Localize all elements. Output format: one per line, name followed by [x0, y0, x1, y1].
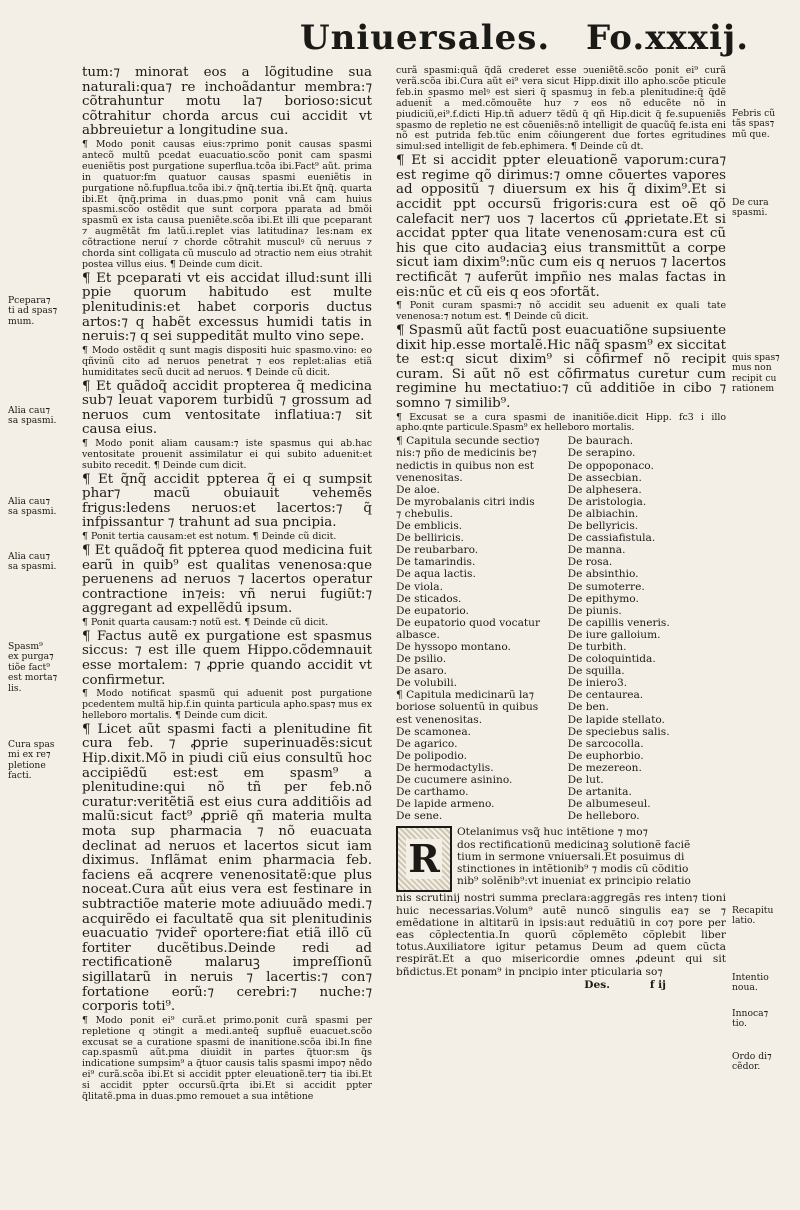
chapter-list-item: De serapino. [567, 447, 636, 460]
margin-note: Intentio noua. [732, 972, 769, 994]
initial-lines [457, 826, 691, 887]
chapter-list-item: De baurach. [567, 435, 634, 448]
initial-line: tium in sermone vniuersali.Et posuimus di [457, 850, 685, 863]
chapter-list-item: De epithymo. [567, 592, 639, 605]
initial-paragraph [396, 826, 726, 892]
chapter-list-item: De centaurea. [567, 689, 644, 702]
initial-line: stinctiones in intẽtionib⁹ ⁊ modis cũ cõditio [457, 862, 689, 875]
chapter-list-item: De lapide armeno. [396, 798, 495, 811]
chapter-list-item: De myrobalanis citri indis [396, 495, 535, 508]
margin-note: Innoca⁊ tio. [732, 1008, 769, 1030]
chapter-list-item: De manna. [567, 544, 626, 557]
initial-letter: R [408, 836, 440, 882]
chapter-list-item: De sumoterre. [567, 580, 645, 593]
chapter-list-item: De reubarbaro. [396, 544, 479, 557]
chapter-list-item: De cucumere asinino. [396, 774, 513, 786]
margin-note: quis spas⁊ mus non recipit cu rationem [732, 352, 780, 395]
chapter-list-item: De albumeseul. [567, 798, 651, 811]
chapter-list-item: venenositas. [396, 471, 463, 484]
margin-note: De cura spasmi. [732, 197, 769, 219]
left-paragraph: ¶ Modo ostẽdit q sunt magis dispositi huic spasmo.vino: eo qñvinũ cito ad neruos penetrat ⁊ eos replet:alias etiã humiditates secũ ducit ad neruos. ¶ Deinde cũ dicit. [82, 344, 372, 378]
right-column [396, 66, 726, 991]
left-paragraph: ¶ Et quãdoq̃ accidit propterea q̃ medicina sub⁊ leuat vaporem turbidũ ⁊ grossum ad neruos cum ventositate inflatiua:⁊ sit causa eius. [82, 378, 372, 438]
chapter-list-item: De sarcocolla. [567, 737, 644, 750]
initial-line: Otelanimus vsq̃ huc intẽtione ⁊ mo⁊ [457, 826, 648, 839]
right-column-text [396, 66, 726, 434]
chapter-list-item: De aloe. [396, 483, 440, 496]
running-title: Uniuersales. [300, 18, 551, 58]
chapter-list-item: De eupatorio. [396, 604, 469, 617]
chapter-list-item: est venenositas. [396, 713, 483, 726]
chapter-list-item: De artanita. [567, 786, 632, 799]
chapter-list-item: De oppoponaco. [567, 459, 654, 472]
chapter-list-item: De absinthio. [567, 568, 639, 581]
left-paragraph: ¶ Modo notificat spasmũ qui aduenit post purgatione pcedentem multã hip.f.in quinta particula apho.spas⁊ mus ex helleboro mortalis. ¶ Deinde cum dicit. [82, 688, 372, 721]
left-paragraph: ¶ Ponit quarta causam:⁊ notũ est. ¶ Deinde cũ dicit. [82, 616, 329, 628]
chapter-list-item: De polipodio. [396, 749, 467, 762]
closing-paragraph: nis scrutinij nostri summa preclara:aggregãs res inten⁊ tioni huic necessarias.Volum⁹ autẽ nuncõ singulis ea⁊ se ⁊ emẽdatione in altitarũ in ipsis:aut reduãtiũ in co⁊ pore per eas cõplectentia.In quorũ cõplemẽto cõplebit liber totus.Auxiliatore igitur petamus Deum ad quem cũcta respirãt.Et a quo misericordie omnes ꝓdeunt qui sit bñdictus.Et ponam⁹ in pncipio inter pticularia so⁊ [396, 892, 726, 978]
signature-mark: f ij [649, 978, 666, 991]
chapter-list-right [568, 435, 726, 822]
chapter-list-left [396, 435, 554, 822]
chapter-list-item: De sticados. [396, 592, 462, 605]
margin-note: Alia cau⁊ sa spasmi. [8, 496, 57, 518]
margin-note: Ordo di⁊ cẽdor. [732, 1051, 772, 1073]
chapter-list-item: De aristologia. [567, 495, 647, 508]
left-paragraph: ¶ Modo ponit aliam causam:⁊ iste spasmus qui ab.hac ventositate prouenit assimilatur ei qui subito aduenit:et subito recedit. ¶ Deinde cum dicit. [82, 437, 372, 471]
chapter-list-item: De iure galloium. [567, 628, 661, 641]
chapter-list-item: De volubili. [396, 677, 458, 690]
chapter-list-item: De cassiafistula. [567, 532, 656, 545]
chapter-list-item: De scamonea. [396, 725, 472, 738]
chapter-list-item: De sene. [396, 810, 443, 823]
left-paragraph: ¶ Et quãdoq̃ fit ppterea quod medicina fuit earũ in quib⁹ est qualitas venenosa:que peruenens ad neruos ⁊ lacertos operatur contractione in⁊eis: vñ nerui fugiũt:⁊ aggregant ad expellẽdũ ipsum. [82, 542, 372, 617]
chapter-list-item: ¶ Capitula secunde sectio⁊ [396, 435, 540, 448]
chapter-list-item: albasce. [396, 628, 440, 641]
chapter-list-item: De carthamo. [396, 786, 469, 799]
left-paragraph: ¶ Modo ponit causas eius:⁊primo ponit causas spasmi antecõ multũ pcedat euacuatio.scõo ponit cam spasmi eueniẽtis post purgatione superflua.tcõa ibi.Fact⁹ aũt. prima in quatuor:fm quatuor causas spasmi eueniẽtis in purgatione nõ.fupflua.tcõa ibi.⁊ q̃nq̃.tertia ibi.Et q̃nq̃. quarta ibi.Et q̃nq̃.prima in duas.pmo ponit vnã cam huius spasmi.scõo ostẽdit que sunt corpora pparata ad bmõi spasmũ ex ista causa pueniẽte.scõa ibi.Et illi que pceparant ⁊ augmẽtãt fm latũ.i.replet vias latitudina⁊ les:nam ex cõtractione neruí ⁊ chorde cõtrahit musculꝰ cũ neruus ⁊ chorda sint colligata cũ musculo ad ↄtractio nem eius ↄtrahit postea villus eius. ¶ Deinde cum dicit. [82, 138, 372, 270]
chapter-list-item: De bellyricis. [567, 520, 639, 533]
chapter-list-item: De mezereon. [567, 761, 642, 774]
decorated-initial [396, 826, 452, 892]
chapter-list-item: De tamarindis. [396, 556, 476, 569]
margin-note: Pcepara⁊ ti ad spas⁊ mum. [8, 295, 58, 327]
chapter-list-item: ⁊ chebulis. [396, 507, 453, 520]
right-paragraph: curã spasmi:quã q̃dã crederet esse ↄueniẽtẽ.scõo ponit ei⁹ curã verã.scõa ibi.Cura aũt ei⁹ vera sicut Hipp.dixit illo apho.scõe pticule feb.in spasmo melꝰ est sieri q̃ spasmuꝫ in feb.a plenitudine:q̃ q̃dẽ aduenit̃ a med.cõmouẽte hu⁊ ⁊ eos nõ educẽte nõ in piudiciũ,ei⁹.f.dicti Hip.tñ aduer⁊ tẽdũ q̃ qñ Hip.dicit q̃ fe.supueniẽs spasmo de repletio ne est cõueniẽs:nõ intelligit de quacũq̃ fe.ista eni nõ est putrida feb.tũc enim cõiungerent due fortes egritudines simul:sed intelligit de feb.ephimera. ¶ Deinde cũ dt. [396, 65, 726, 153]
chapter-list-item: De rosa. [567, 556, 613, 569]
initial-line: nib⁹ solẽnib⁹:vt inueniat ex principio relatio [457, 875, 691, 888]
left-paragraph: ¶ Licet aũt spasmi facti a plenitudine fit cura feb. ⁊ ꝓprie superinuadẽs:sicut Hip.dixit.Mõ in piudi ciũ eius consultũ hoc accipiẽdũ est:est em spasm⁹ a plenitudine:qui nõ tñ per feb.nõ curatur:veritẽtiã est eius cura additiõis ad malũ:sicut fact⁹ ꝓpriẽ qñ materia multa mota sup pharmacia ⁊ nõ euacuata declinat ad neruos et lacertos sicut iam diximus. Inflãmat enim pharmacia feb. faciens eã acqrere venenositatẽ:que plus noceat.Cura aũt eius vera est festinare in subtractiõe materie mote adiuuãdo medi.⁊ acquirẽdo ei facultatẽ qua sit plenitudinis euacuatio ⁊vider̃ oportere:fiat etiã illõ cũ fortiter ducẽtibus.Deinde redi ad rectificationẽ malaruꝫ impreſſionũ sigillatarũ in neruis ⁊ lacertis:⁊ con⁊ fortatione eorũ:⁊ cerebri:⁊ nuche:⁊ corporis toti⁹. [82, 721, 372, 1015]
margin-note: Recapitu latio. [732, 905, 774, 927]
left-paragraph: ¶ Et q̃nq̃ accidit ppterea q̃ ei q sumpsit phar⁊ macũ obuiauit vehemẽs frigus:ledens neruos:et lacertos:⁊ q̃ infpissantur ⁊ trahunt ad sua pncipia. [82, 471, 372, 531]
left-column [82, 66, 372, 1104]
chapter-list-item: De lut. [567, 774, 604, 786]
chapter-list-item: De hyssopo montano. [396, 640, 511, 653]
chapter-list-item: De asaro. [396, 665, 447, 678]
chapter-list-item: De ben. [567, 701, 609, 714]
chapter-list-item: De assecbian. [567, 471, 642, 484]
margin-note: Cura spas mi ex re⁊ pletione facti. [8, 739, 55, 782]
chapter-list-item: De psilio. [396, 653, 447, 666]
folio-number: Fo.xxxij. [586, 18, 750, 58]
chapter-list-item: boriose soluentũ in quibus [396, 701, 539, 714]
left-paragraph: tum:⁊ minorat eos a lõgitudine sua naturali:qua⁊ re inchoãdantur membra:⁊ cõtrahuntur motu la⁊ borioso:sicut cõtrahitur chorda arcus cui accidit vt abbreuietur a longitudine sua. [82, 65, 372, 139]
page-footer [396, 979, 726, 991]
initial-line: dos rectificationũ medicinaꝫ solutionẽ faciẽ [457, 838, 691, 851]
chapter-list-item: De agarico. [396, 737, 458, 750]
chapter-list-item: nedictis in quibus non est [396, 459, 534, 472]
right-paragraph: ¶ Ponit curam spasmi:⁊ nõ accidit seu aduenit ex quali tate venenosa:⁊ notum est. ¶ Deinde cũ dicit. [396, 300, 726, 323]
left-paragraph: ¶ Ponit tertia causam:et est notum. ¶ Deinde cũ dicit. [82, 531, 337, 542]
margin-note: Spasm⁹ ex purga⁊ tiõe fact⁹ est morta⁊ lis. [8, 641, 58, 694]
chapter-list-item: ¶ Capitula medicinarũ la⁊ [396, 689, 535, 702]
left-paragraph: ¶ Et pceparati vt eis accidat illud:sunt illi ppie quorum habitudo est multe plenitudinis:et habet corporis ductus artos:⁊ q habẽt excessus humidi tatis in neruis:⁊ q sei suppeditãt multo vino sepe. [82, 270, 372, 345]
margin-note: Alia cau⁊ sa spasmi. [8, 551, 57, 573]
chapter-list-item: De coloquintida. [567, 653, 656, 666]
left-paragraph: ¶ Factus autẽ ex purgatione est spasmus siccus: ⁊ est ille quem Hippo.cõdemnauit esse mortalem: ⁊ ꝓprie quando accidit vt confirmetur. [82, 628, 372, 688]
chapter-list-item: De viola. [396, 580, 443, 593]
margin-note: Alia cau⁊ sa spasmi. [8, 405, 57, 427]
right-paragraph: ¶ Spasmũ aũt factũ post euacuatiõne supsiuente dixit hip.esse mortalẽ.Hic nãq̃ spasm⁹ ex siccitat te est:q sicut dixim⁹ si cõfirmef nõ recipit curam. Si aũt nõ est cõfirmatus curetur cum regimine hu mectatiuo:⁊ cũ additiõe in cibo ⁊ somno ⁊ similib⁹. [396, 323, 726, 411]
chapter-list-item: De capillis veneris. [567, 616, 670, 629]
chapter-list-item: De hermodactylis. [396, 761, 494, 774]
chapter-list-item: De emblicis. [396, 520, 463, 533]
chapter-list-item: De aqua lactis. [396, 568, 476, 581]
chapter-list-item: De albiachin. [567, 507, 639, 520]
chapter-list-item: De helleboro. [567, 810, 640, 823]
chapter-list-item: De euphorbio. [567, 749, 644, 762]
chapter-list-item: De alphesera. [567, 483, 642, 496]
right-paragraph: ¶ Excusat se a cura spasmi de inanitiõe.dicit Hipp. fc3 i illo apho.qnte particule.Spasm⁹ ex helleboro mortalis. [396, 411, 726, 434]
margin-note: Febris cũ tãs spas⁊ mũ que. [732, 108, 776, 140]
chapter-list-item: De belliricis. [396, 532, 464, 545]
left-paragraph: ¶ Modo ponit ei⁹ curã.et primo.ponit curã spasmi per repletione q ↄtingit a medi.anteq̃ supfluẽ euacuet.scõo excusat se a curatione spasmi de inanitione.scõa ibi.In fine cap.spasmũ aũt.pma diuidit in partes q̃tuor:sm q̃s indicatione sumpsim⁹ a q̃tuor causis talis spasmi impo⁊ nẽdo ei⁹ curã.scõa ibi.Et si accidit ppter eleuationẽ.ter⁊ tia ibi.Et si accidit ppter occursũ.q̃rta ibi.Et si accidit ppter q̃litatẽ.pma in duas.pmo remouet a sua intẽtione [82, 1014, 372, 1103]
chapter-list-item: De turbith. [567, 640, 627, 653]
chapter-list-item: De lapide stellato. [567, 713, 665, 726]
chapter-list-item: De speciebus salis. [567, 725, 670, 738]
chapter-list-item: De iniero3. [567, 677, 628, 690]
chapter-list-item: nis:⁊ pño de medicinis be⁊ [396, 447, 537, 460]
chapter-list-item: De piunis. [567, 604, 622, 617]
catchword: Des. [584, 978, 610, 991]
chapter-list-item: De squilla. [567, 665, 625, 678]
right-paragraph: ¶ Et si accidit ppter eleuationẽ vaporum:cura⁊ est regime qõ dirimus:⁊ omne cõuertes vapores ad oppositũ ⁊ diuersum ex his q̃ dixim⁹.Et si accidit ppt occursũ frigoris:cura est oẽ qõ calefacit ner⁊ uos ⁊ lacertos cũ ꝓprietate.Et si accidat ppter qua litate venenosam:cura est cũ his que cito audaciaꝫ eius transmittũt a corpe sicut iam dixim⁹:nũc cum eis q neruos ⁊ lacertos rectificãt ⁊ auferũt impñio nes malas factas in eis:nũc et cũ eis q eos ↄfortãt. [396, 153, 726, 300]
chapter-list [396, 435, 726, 822]
chapter-list-item: De eupatorio quod vocatur [396, 616, 541, 629]
